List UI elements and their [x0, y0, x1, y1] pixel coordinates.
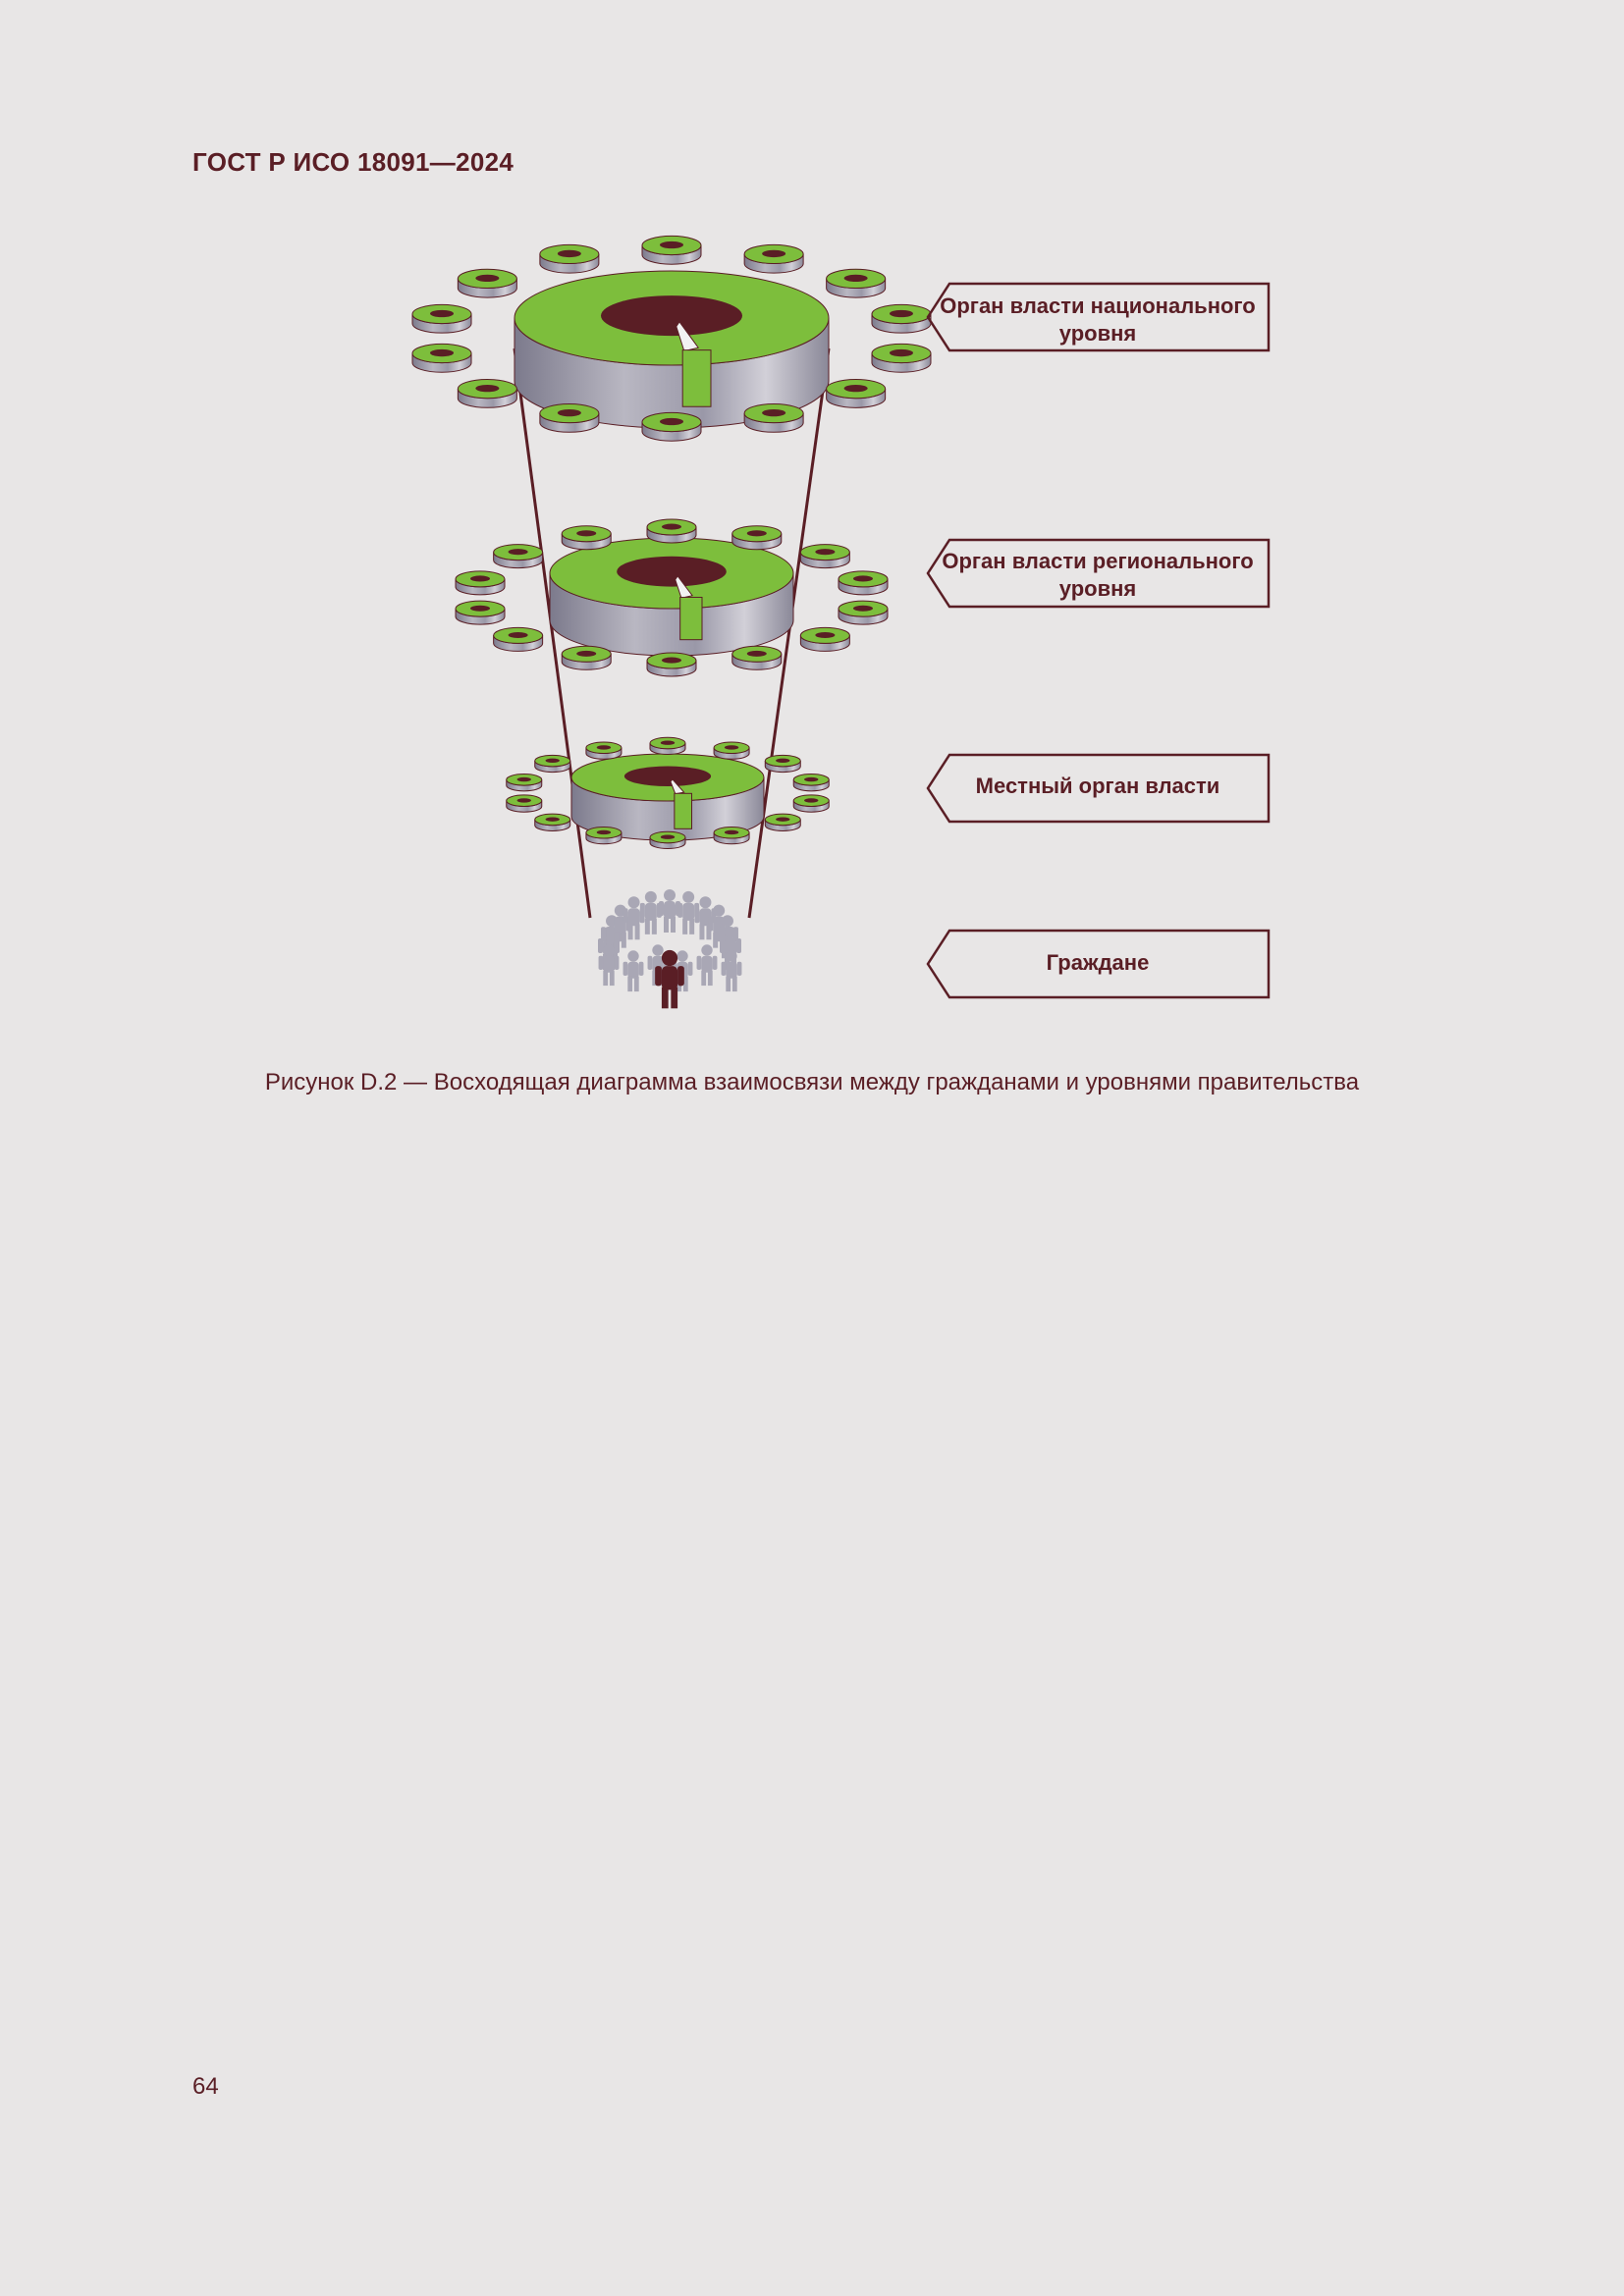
- crowd-person-4: [640, 891, 662, 934]
- local-satellite-13-hole: [597, 745, 611, 749]
- document-code-header: ГОСТ Р ИСО 18091—2024: [192, 147, 514, 177]
- local-ring-slice: [675, 793, 692, 828]
- regional-satellite-13-hole: [576, 530, 596, 536]
- national-satellite-13-hole: [558, 250, 581, 257]
- national-satellite-1-hole: [762, 250, 785, 257]
- svg-text:Граждане: [1047, 950, 1150, 975]
- national-satellite-8-hole: [558, 409, 581, 416]
- national-ring-hole: [601, 295, 742, 336]
- page-number: 64: [192, 2073, 219, 2100]
- label-regional-line2: уровня: [1058, 576, 1137, 601]
- crowd-person-front-4: [697, 944, 718, 986]
- ring-regional: [550, 538, 793, 656]
- national-satellite-2-hole: [844, 275, 868, 282]
- national-satellite-9-hole: [475, 385, 499, 392]
- regional-satellite-2-hole: [815, 549, 835, 555]
- local-satellite-10-hole: [517, 798, 531, 802]
- local-satellite-11-hole: [517, 777, 531, 781]
- label-local: [928, 755, 1269, 822]
- regional-ring-hole: [617, 557, 727, 587]
- label-national-line1: Орган власти национального: [940, 294, 1256, 318]
- crowd-person-5: [659, 889, 680, 933]
- regional-ring-slice: [680, 597, 702, 639]
- figure-caption: Рисунок D.2 — Восходящая диаграмма взаимосвязи между гражданами и уровнями правительства: [264, 1069, 1360, 1095]
- regional-satellite-11-hole: [470, 575, 490, 581]
- local-satellite-1-hole: [725, 745, 738, 749]
- crowd-person-front-1: [623, 950, 644, 991]
- local-satellite-4-hole: [804, 798, 818, 802]
- label-national: [928, 284, 1269, 350]
- government-levels-diagram: [0, 0, 1624, 1080]
- regional-satellite-7-hole: [662, 658, 681, 664]
- regional-satellite-5-hole: [815, 632, 835, 638]
- label-citizens-line1: Граждане: [1046, 950, 1150, 975]
- national-satellite-4-hole: [890, 349, 913, 356]
- local-satellite-3-hole: [804, 777, 818, 781]
- local-satellite-7-hole: [661, 835, 675, 839]
- national-satellite-11-hole: [430, 310, 454, 317]
- svg-text:Местный орган власти: [976, 774, 1220, 798]
- label-regional: [928, 540, 1269, 607]
- svg-text:уровня: [1059, 576, 1136, 601]
- local-ring-hole: [624, 767, 711, 787]
- national-satellite-6-hole: [762, 409, 785, 416]
- regional-satellite-4-hole: [853, 606, 873, 612]
- regional-satellite-12-hole: [509, 549, 528, 555]
- local-satellite-5-hole: [776, 817, 789, 821]
- local-satellite-0-hole: [661, 741, 675, 745]
- national-ring-slice: [682, 350, 711, 407]
- national-satellite-12-hole: [475, 275, 499, 282]
- crowd-person-3: [623, 896, 645, 939]
- regional-satellite-8-hole: [576, 651, 596, 657]
- label-citizens: [928, 931, 1269, 997]
- svg-text:Орган власти регионального: [942, 549, 1253, 573]
- regional-satellite-3-hole: [853, 575, 873, 581]
- regional-satellite-1-hole: [747, 530, 767, 536]
- citizens-crowd-icon: [598, 889, 741, 1008]
- local-satellite-12-hole: [546, 759, 560, 763]
- local-satellite-6-hole: [725, 830, 738, 834]
- national-satellite-10-hole: [430, 349, 454, 356]
- regional-satellite-0-hole: [662, 524, 681, 530]
- label-regional-line1: Орган власти регионального: [942, 549, 1254, 573]
- national-satellite-7-hole: [660, 418, 683, 425]
- national-satellite-3-hole: [890, 310, 913, 317]
- regional-satellite-10-hole: [470, 606, 490, 612]
- svg-text:Орган власти национального: [940, 294, 1256, 318]
- local-satellite-9-hole: [546, 817, 560, 821]
- local-satellite-8-hole: [597, 830, 611, 834]
- regional-satellite-9-hole: [509, 632, 528, 638]
- regional-satellite-6-hole: [747, 651, 767, 657]
- local-satellite-2-hole: [776, 759, 789, 763]
- crowd-person-7: [694, 896, 716, 939]
- national-satellite-5-hole: [844, 385, 868, 392]
- svg-text:уровня: [1059, 321, 1136, 346]
- label-local-line1: Местный орган власти: [975, 774, 1220, 798]
- label-national-line2: уровня: [1058, 321, 1137, 346]
- national-satellite-0-hole: [660, 241, 683, 248]
